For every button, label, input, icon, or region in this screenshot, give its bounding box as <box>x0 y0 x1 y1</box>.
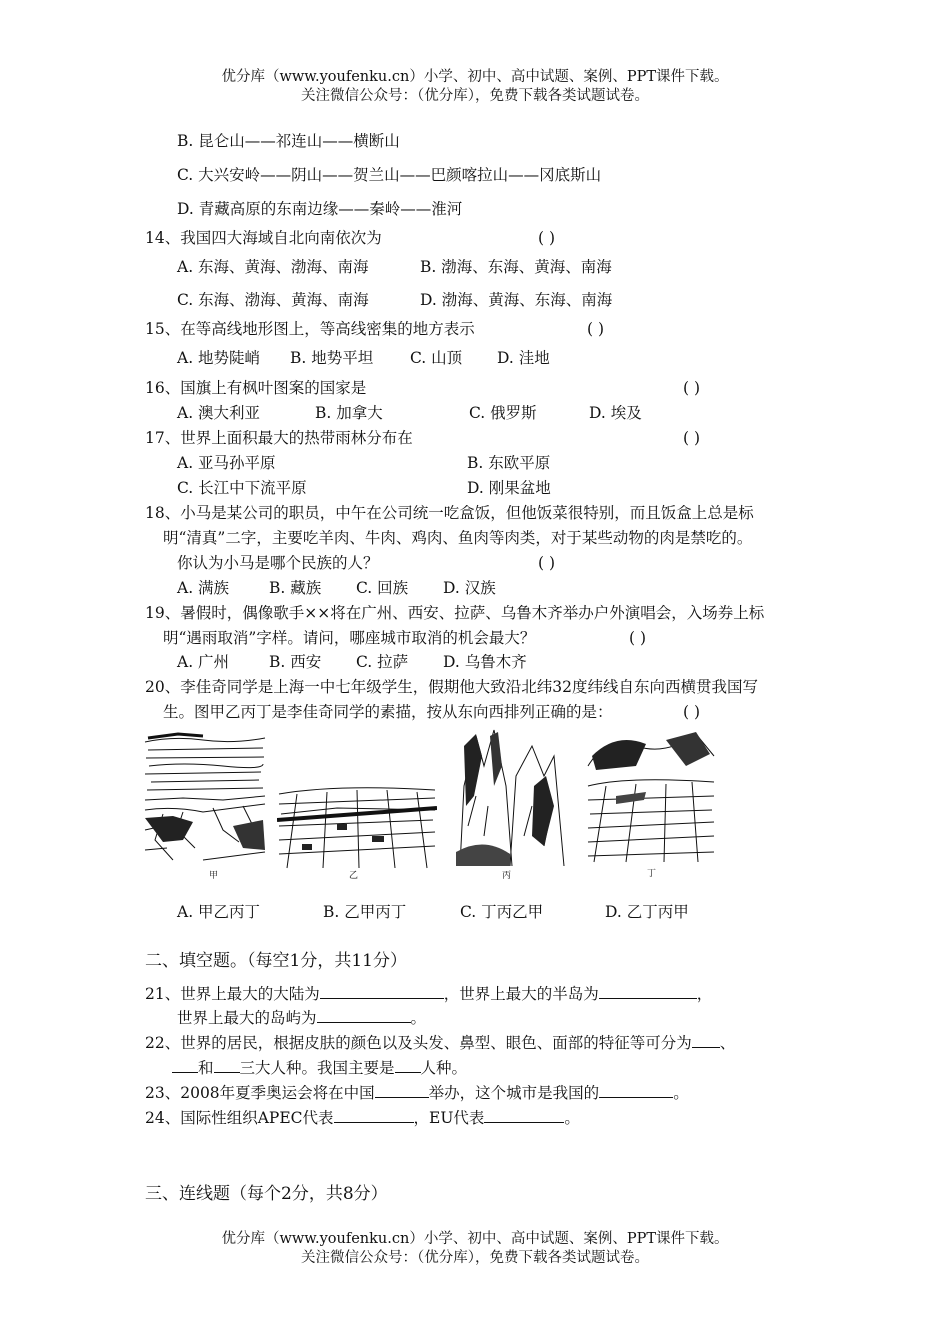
q20-option-a: A. 甲乙丙丁 <box>177 903 261 921</box>
q19-option-a: A. 广州 <box>177 653 230 671</box>
q17-option-a: A. 亚马孙平原 <box>177 454 276 472</box>
q20-answer-paren: ( ) <box>683 703 701 721</box>
q22-text-1: 22、世界的居民，根据皮肤的颜色以及头发、鼻型、眼色、面部的特征等可分为 <box>145 1034 692 1052</box>
header-line-1: 优分库（www.youfenku.cn）小学、初中、高中试题、案例、PPT课件下载。 <box>221 69 729 85</box>
q19-line-1: 19、暑假时，偶像歌手××将在广州、西安、拉萨、乌鲁木齐举办户外演唱会，入场券上标 <box>145 604 765 622</box>
section3-title: 三、连线题（每个2分，共8分） <box>145 1184 388 1204</box>
q23-blank-city[interactable] <box>375 1081 429 1098</box>
q24-text-1: 24、国际性组织APEC代表 <box>145 1109 334 1127</box>
q17-stem: 17、世界上面积最大的热带雨林分布在 <box>145 429 413 447</box>
q19-option-c: C. 拉萨 <box>356 653 409 671</box>
q20-line-2: 生。图甲乙丙丁是李佳奇同学的素描，按从东向西排列正确的是： <box>163 703 613 721</box>
q21-text-5: 。 <box>410 1009 427 1027</box>
q16-option-c: C. 俄罗斯 <box>469 404 537 422</box>
q16-stem: 16、国旗上有枫叶图案的国家是 <box>145 379 367 397</box>
q18-answer-paren: ( ) <box>538 554 556 572</box>
q20-line-1: 20、李佳奇同学是上海一中七年级学生，假期他大致沿北纬32度纬线自东向西横贯我国写 <box>145 678 758 696</box>
q24-blank-eu[interactable] <box>484 1106 564 1123</box>
q18-option-a: A. 满族 <box>177 579 230 597</box>
sketch-caption-jia: 甲 <box>209 871 219 881</box>
q24-line <box>145 1106 580 1128</box>
q15-option-c: C. 山顶 <box>410 349 463 367</box>
q16-answer-paren: ( ) <box>683 379 701 397</box>
q15-answer-paren: ( ) <box>587 320 605 338</box>
q18-line-1: 18、小马是某公司的职员，中午在公司统一吃盒饭，但他饭菜很特别，而且饭盒上总是标 <box>145 504 754 522</box>
q21-blank-largest-island[interactable] <box>317 1006 411 1023</box>
q21-line-2 <box>177 1006 426 1028</box>
q21-line-1 <box>145 982 712 1004</box>
q21-blank-largest-continent[interactable] <box>320 982 444 999</box>
footer-line-2: 关注微信公众号：（优分库），免费下载各类试题试卷。 <box>301 1250 649 1266</box>
q13-option-b: B. 昆仑山——祁连山——横断山 <box>177 132 400 150</box>
q21-blank-largest-peninsula[interactable] <box>599 982 697 999</box>
q15-stem: 15、在等高线地形图上，等高线密集的地方表示 <box>145 320 475 338</box>
q16-option-d: D. 埃及 <box>589 404 642 422</box>
q15-option-b: B. 地势平坦 <box>290 349 374 367</box>
q23-blank-city-role[interactable] <box>599 1081 673 1098</box>
q19-option-d: D. 乌鲁木齐 <box>443 653 527 671</box>
q20-option-c: C. 丁丙乙甲 <box>460 903 544 921</box>
q22-text-4: 三大人种。我国主要是 <box>239 1059 395 1077</box>
footer-line-1: 优分库（www.youfenku.cn）小学、初中、高中试题、案例、PPT课件下载。 <box>221 1231 729 1247</box>
q22-blank-race-3[interactable] <box>214 1056 240 1073</box>
q23-text-2: 举办，这个城市是我国的 <box>428 1084 600 1102</box>
q22-text-5: 人种。 <box>420 1059 468 1077</box>
section2-title: 二、填空题。（每空1分，共11分） <box>145 951 407 971</box>
sketch-ding-terraces-image <box>586 726 716 864</box>
q21-text-3: ， <box>696 985 713 1003</box>
q14-option-c: C. 东海、渤海、黄海、南海 <box>177 291 369 309</box>
q17-option-c: C. 长江中下流平原 <box>177 479 307 497</box>
q23-line <box>145 1081 689 1103</box>
q18-line-3: 你认为小马是哪个民族的人？ <box>177 554 379 572</box>
q13-option-d: D. 青藏高原的东南边缘——秦岭——淮河 <box>177 200 463 218</box>
q20-option-d: D. 乙丁丙甲 <box>605 903 689 921</box>
q24-text-3: 。 <box>564 1109 580 1127</box>
q17-option-b: B. 东欧平原 <box>467 454 551 472</box>
q22-line-2 <box>172 1056 467 1078</box>
q18-option-b: B. 藏族 <box>269 579 322 597</box>
q13-option-c: C. 大兴安岭——阴山——贺兰山——巴颜喀拉山——冈底斯山 <box>177 166 602 184</box>
q18-option-c: C. 回族 <box>356 579 409 597</box>
q18-option-d: D. 汉族 <box>443 579 496 597</box>
sketch-caption-ding: 丁 <box>647 869 657 879</box>
q22-line-1 <box>145 1031 735 1053</box>
q17-answer-paren: ( ) <box>683 429 701 447</box>
sketch-bing-mountains-image <box>454 726 566 870</box>
q17-option-d: D. 刚果盆地 <box>467 479 551 497</box>
q24-blank-apec[interactable] <box>334 1106 414 1123</box>
q16-option-a: A. 澳大利亚 <box>177 404 261 422</box>
q19-option-b: B. 西安 <box>269 653 322 671</box>
q14-option-b: B. 渤海、东海、黄海、南海 <box>420 258 612 276</box>
q22-text-3: 和 <box>198 1059 214 1077</box>
q22-blank-race-2[interactable] <box>172 1056 198 1073</box>
sketch-yi-plain-image <box>277 780 437 870</box>
q15-option-a: A. 地势陡峭 <box>177 349 261 367</box>
q23-text-3: 。 <box>673 1084 689 1102</box>
q21-text-1: 21、世界上最大的大陆为 <box>145 985 320 1003</box>
q18-line-2: 明“清真”二字，主要吃羊肉、牛肉、鸡肉、鱼肉等肉类，对于某些动物的肉是禁吃的。 <box>163 529 753 547</box>
sketch-caption-bing: 丙 <box>502 871 512 881</box>
q21-text-4: 世界上最大的岛屿为 <box>177 1009 317 1027</box>
q22-blank-china-race[interactable] <box>395 1056 421 1073</box>
q14-option-a: A. 东海、黄海、渤海、南海 <box>177 258 369 276</box>
q19-line-2: 明“遇雨取消”字样。请问，哪座城市取消的机会最大？ <box>163 629 536 647</box>
q15-option-d: D. 洼地 <box>497 349 550 367</box>
sketch-jia-coast-image <box>143 730 267 870</box>
q23-text-1: 23、2008年夏季奥运会将在中国 <box>145 1084 375 1102</box>
q22-text-2: 、 <box>719 1034 736 1052</box>
header-line-2: 关注微信公众号：（优分库），免费下载各类试题试卷。 <box>301 88 649 104</box>
q20-option-b: B. 乙甲丙丁 <box>323 903 407 921</box>
q21-text-2: ，世界上最大的半岛为 <box>443 985 599 1003</box>
q14-answer-paren: ( ) <box>538 229 556 247</box>
sketch-caption-yi: 乙 <box>349 871 359 881</box>
q24-text-2: ，EU代表 <box>413 1109 485 1127</box>
q22-blank-race-1[interactable] <box>692 1031 720 1048</box>
q14-stem: 14、我国四大海域自北向南依次为 <box>145 229 382 247</box>
q16-option-b: B. 加拿大 <box>315 404 383 422</box>
q19-answer-paren: ( ) <box>629 629 647 647</box>
q14-option-d: D. 渤海、黄海、东海、南海 <box>420 291 613 309</box>
